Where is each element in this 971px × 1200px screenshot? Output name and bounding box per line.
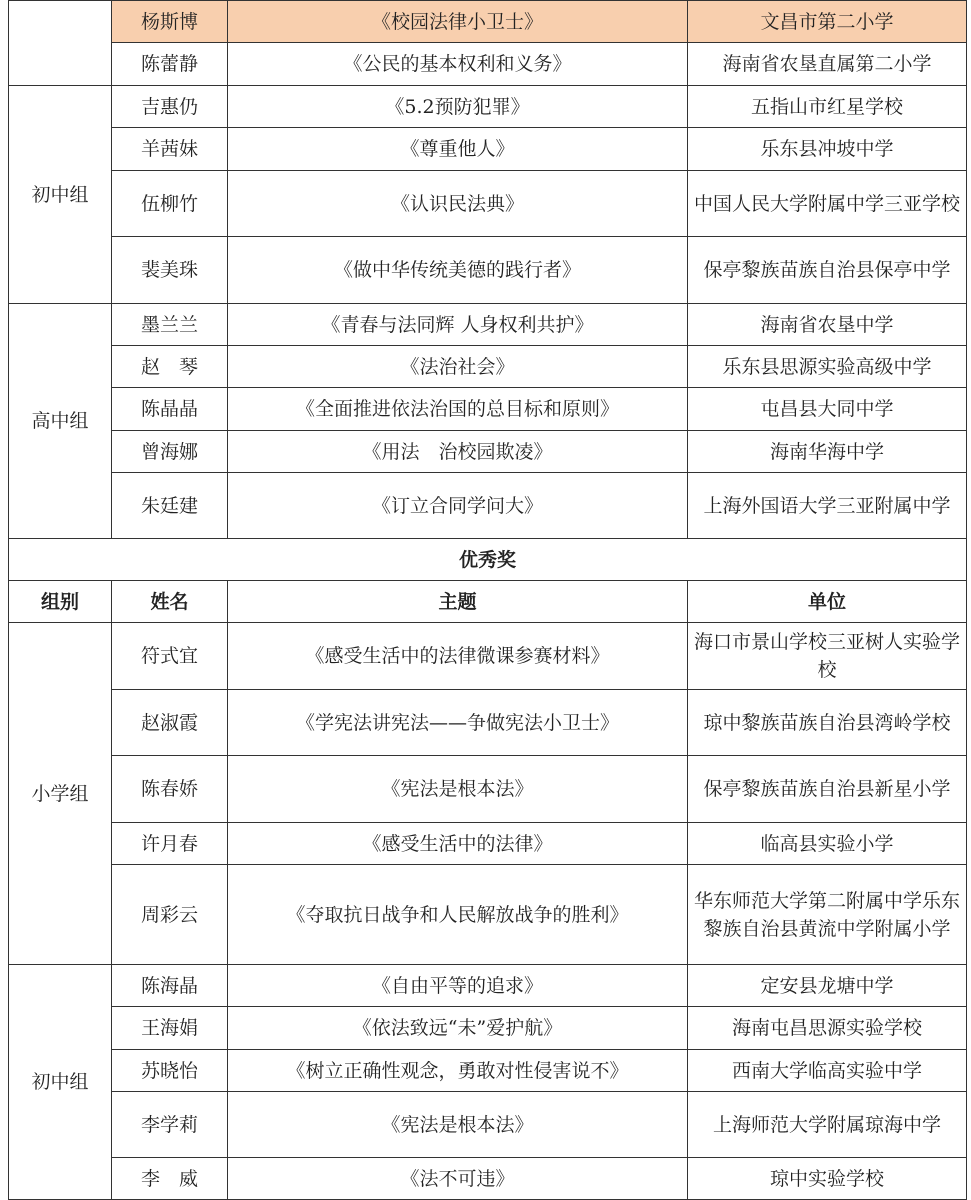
table-row (9, 865, 967, 965)
topic-cell: 《自由平等的追求》 (228, 965, 688, 1007)
unit-cell: 中国人民大学附属中学三亚学校 (688, 171, 967, 237)
table-row (9, 86, 967, 128)
table-row (9, 43, 967, 86)
table-row (9, 431, 967, 473)
header-row (9, 581, 967, 623)
unit-cell: 临高县实验小学 (688, 823, 967, 865)
unit-cell: 海南省农垦直属第二小学 (688, 43, 967, 86)
table-row (9, 128, 967, 171)
topic-cell: 《校园法律小卫士》 (228, 1, 688, 43)
topic-cell: 《法不可违》 (228, 1158, 688, 1200)
name-cell: 吉惠仍 (112, 86, 228, 128)
name-cell: 王海娟 (112, 1007, 228, 1050)
table-row (9, 304, 967, 346)
unit-cell: 保亭黎族苗族自治县新星小学 (688, 756, 967, 823)
name-cell: 苏晓怡 (112, 1050, 228, 1092)
award-table (8, 0, 967, 1200)
table-row (9, 823, 967, 865)
header-group: 组别 (9, 581, 112, 623)
topic-cell: 《青春与法同辉 人身权利共护》 (228, 304, 688, 346)
unit-cell: 文昌市第二小学 (688, 1, 967, 43)
unit-cell: 上海外国语大学三亚附属中学 (688, 473, 967, 539)
topic-cell: 《感受生活中的法律微课参赛材料》 (228, 623, 688, 690)
topic-cell: 《树立正确性观念，勇敢对性侵害说不》 (228, 1050, 688, 1092)
unit-cell: 乐东县冲坡中学 (688, 128, 967, 171)
table-row (9, 237, 967, 304)
topic-cell: 《5.2预防犯罪》 (228, 86, 688, 128)
unit-cell: 海南屯昌思源实验学校 (688, 1007, 967, 1050)
topic-cell: 《订立合同学问大》 (228, 473, 688, 539)
name-cell: 周彩云 (112, 865, 228, 965)
group-cell: 小学组 (9, 623, 112, 965)
name-cell: 赵 琴 (112, 346, 228, 388)
header-topic: 主题 (228, 581, 688, 623)
topic-cell: 《宪法是根本法》 (228, 1092, 688, 1158)
unit-cell: 海口市景山学校三亚树人实验学校 (688, 623, 967, 690)
unit-cell: 五指山市红星学校 (688, 86, 967, 128)
table-row (9, 1007, 967, 1050)
topic-cell: 《依法致远“未”爱护航》 (228, 1007, 688, 1050)
name-cell: 墨兰兰 (112, 304, 228, 346)
name-cell: 陈春娇 (112, 756, 228, 823)
topic-cell: 《宪法是根本法》 (228, 756, 688, 823)
table-row (9, 346, 967, 388)
name-cell: 裴美珠 (112, 237, 228, 304)
name-cell: 伍柳竹 (112, 171, 228, 237)
unit-cell: 海南省农垦中学 (688, 304, 967, 346)
unit-cell: 西南大学临高实验中学 (688, 1050, 967, 1092)
group-cell: 高中组 (9, 304, 112, 539)
topic-cell: 《尊重他人》 (228, 128, 688, 171)
name-cell: 符式宜 (112, 623, 228, 690)
group-cell (9, 1, 112, 86)
unit-cell: 乐东县思源实验高级中学 (688, 346, 967, 388)
unit-cell: 定安县龙塘中学 (688, 965, 967, 1007)
name-cell: 陈蕾静 (112, 43, 228, 86)
group-cell: 初中组 (9, 86, 112, 304)
table-row (9, 756, 967, 823)
unit-cell: 琼中实验学校 (688, 1158, 967, 1200)
topic-cell: 《公民的基本权利和义务》 (228, 43, 688, 86)
unit-cell: 屯昌县大同中学 (688, 388, 967, 431)
table-row (9, 388, 967, 431)
name-cell: 陈晶晶 (112, 388, 228, 431)
name-cell: 羊茜妹 (112, 128, 228, 171)
group-cell: 初中组 (9, 965, 112, 1200)
unit-cell: 华东师范大学第二附属中学乐东黎族自治县黄流中学附属小学 (688, 865, 967, 965)
header-name: 姓名 (112, 581, 228, 623)
table-row (9, 1158, 967, 1200)
topic-cell: 《全面推进依法治国的总目标和原则》 (228, 388, 688, 431)
name-cell: 李 威 (112, 1158, 228, 1200)
unit-cell: 琼中黎族苗族自治县湾岭学校 (688, 690, 967, 756)
table-row (9, 1092, 967, 1158)
table-row (9, 473, 967, 539)
name-cell: 许月春 (112, 823, 228, 865)
topic-cell: 《学宪法讲宪法——争做宪法小卫士》 (228, 690, 688, 756)
topic-cell: 《夺取抗日战争和人民解放战争的胜利》 (228, 865, 688, 965)
unit-cell: 海南华海中学 (688, 431, 967, 473)
topic-cell: 《法治社会》 (228, 346, 688, 388)
unit-cell: 保亭黎族苗族自治县保亭中学 (688, 237, 967, 304)
topic-cell: 《感受生活中的法律》 (228, 823, 688, 865)
topic-cell: 《认识民法典》 (228, 171, 688, 237)
section-title-row (9, 539, 967, 581)
table-row (9, 690, 967, 756)
topic-cell: 《用法 治校园欺凌》 (228, 431, 688, 473)
table-row (9, 1, 967, 43)
section-title: 优秀奖 (9, 539, 967, 581)
table-row (9, 171, 967, 237)
header-unit: 单位 (688, 581, 967, 623)
table-row (9, 1050, 967, 1092)
name-cell: 杨斯博 (112, 1, 228, 43)
unit-cell: 上海师范大学附属琼海中学 (688, 1092, 967, 1158)
table-row (9, 623, 967, 690)
name-cell: 朱廷建 (112, 473, 228, 539)
name-cell: 赵淑霞 (112, 690, 228, 756)
name-cell: 曾海娜 (112, 431, 228, 473)
table-row (9, 965, 967, 1007)
name-cell: 陈海晶 (112, 965, 228, 1007)
name-cell: 李学莉 (112, 1092, 228, 1158)
topic-cell: 《做中华传统美德的践行者》 (228, 237, 688, 304)
